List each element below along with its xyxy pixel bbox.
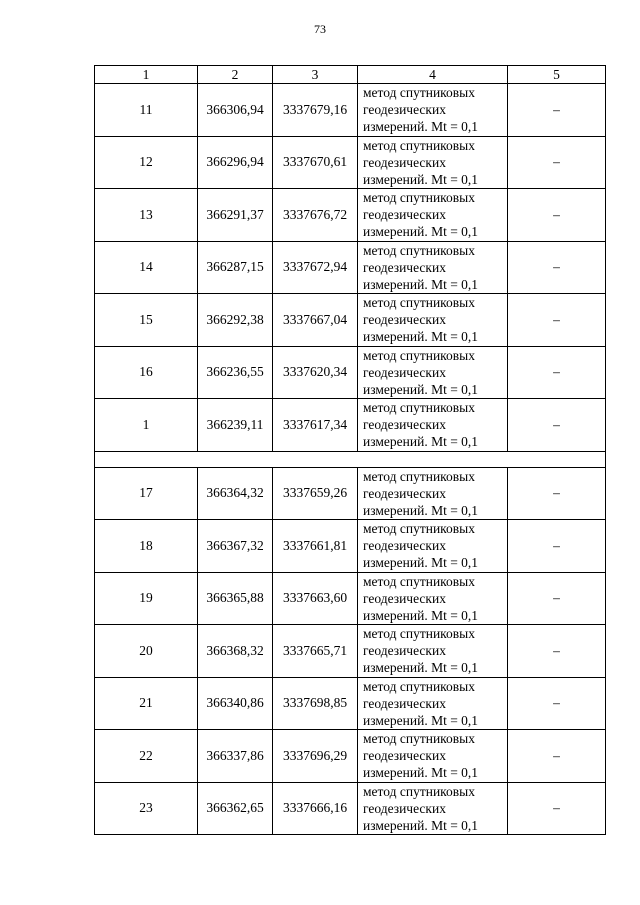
point-number-cell: 19 bbox=[95, 572, 198, 625]
separator-cell bbox=[95, 451, 606, 467]
point-number-cell: 21 bbox=[95, 677, 198, 730]
point-number-cell: 11 bbox=[95, 84, 198, 137]
method-line: измерений. Mt = 0,1 bbox=[363, 119, 479, 135]
method-line: геодезических bbox=[363, 259, 446, 275]
point-number-cell: 14 bbox=[95, 241, 198, 294]
method-cell bbox=[358, 677, 508, 730]
header-cell: 5 bbox=[508, 66, 606, 84]
method-line: геодезических bbox=[363, 643, 446, 659]
method-line: геодезических bbox=[363, 417, 446, 433]
header-cell: 1 bbox=[95, 66, 198, 84]
method-cell bbox=[358, 189, 508, 242]
method-line: измерений. Mt = 0,1 bbox=[363, 555, 479, 571]
x-coordinate-cell: 366296,94 bbox=[198, 136, 273, 189]
y-coordinate-cell: 3337696,29 bbox=[273, 730, 358, 783]
point-number-cell: 17 bbox=[95, 467, 198, 520]
method-line: геодезических bbox=[363, 590, 446, 606]
header-cell: 4 bbox=[358, 66, 508, 84]
x-coordinate-cell: 366292,38 bbox=[198, 294, 273, 347]
point-number-cell: 12 bbox=[95, 136, 198, 189]
method-line: геодезических bbox=[363, 364, 446, 380]
method-line: измерений. Mt = 0,1 bbox=[363, 817, 479, 833]
method-line: метод спутниковых bbox=[363, 190, 475, 206]
method-cell bbox=[358, 572, 508, 625]
method-cell bbox=[358, 84, 508, 137]
note-cell: – bbox=[508, 294, 606, 347]
method-cell bbox=[358, 782, 508, 835]
method-line: метод спутниковых bbox=[363, 731, 475, 747]
method-cell bbox=[358, 346, 508, 399]
note-cell: – bbox=[508, 241, 606, 294]
x-coordinate-cell: 366368,32 bbox=[198, 625, 273, 678]
x-coordinate-cell: 366365,88 bbox=[198, 572, 273, 625]
y-coordinate-cell: 3337661,81 bbox=[273, 520, 358, 573]
method-line: метод спутниковых bbox=[363, 626, 475, 642]
method-line: измерений. Mt = 0,1 bbox=[363, 276, 479, 292]
method-cell bbox=[358, 136, 508, 189]
y-coordinate-cell: 3337698,85 bbox=[273, 677, 358, 730]
table-row bbox=[95, 782, 606, 835]
y-coordinate-cell: 3337663,60 bbox=[273, 572, 358, 625]
method-line: метод спутниковых bbox=[363, 521, 475, 537]
y-coordinate-cell: 3337665,71 bbox=[273, 625, 358, 678]
point-number-cell: 20 bbox=[95, 625, 198, 678]
method-line: метод спутниковых bbox=[363, 400, 475, 416]
x-coordinate-cell: 366291,37 bbox=[198, 189, 273, 242]
point-number-cell: 22 bbox=[95, 730, 198, 783]
x-coordinate-cell: 366367,32 bbox=[198, 520, 273, 573]
method-line: измерений. Mt = 0,1 bbox=[363, 765, 479, 781]
method-line: измерений. Mt = 0,1 bbox=[363, 502, 479, 518]
method-line: метод спутниковых bbox=[363, 573, 475, 589]
x-coordinate-cell: 366236,55 bbox=[198, 346, 273, 399]
coordinates-table bbox=[94, 65, 606, 835]
method-line: геодезических bbox=[363, 538, 446, 554]
point-number-cell: 1 bbox=[95, 399, 198, 452]
y-coordinate-cell: 3337672,94 bbox=[273, 241, 358, 294]
method-line: измерений. Mt = 0,1 bbox=[363, 434, 479, 450]
y-coordinate-cell: 3337659,26 bbox=[273, 467, 358, 520]
method-line: измерений. Mt = 0,1 bbox=[363, 224, 479, 240]
method-line: метод спутниковых bbox=[363, 137, 475, 153]
point-number-cell: 15 bbox=[95, 294, 198, 347]
table-row bbox=[95, 467, 606, 520]
method-line: измерений. Mt = 0,1 bbox=[363, 381, 479, 397]
method-line: метод спутниковых bbox=[363, 783, 475, 799]
note-cell: – bbox=[508, 399, 606, 452]
y-coordinate-cell: 3337676,72 bbox=[273, 189, 358, 242]
method-line: измерений. Mt = 0,1 bbox=[363, 329, 479, 345]
y-coordinate-cell: 3337679,16 bbox=[273, 84, 358, 137]
method-cell bbox=[358, 294, 508, 347]
x-coordinate-cell: 366362,65 bbox=[198, 782, 273, 835]
method-line: геодезических bbox=[363, 800, 446, 816]
x-coordinate-cell: 366306,94 bbox=[198, 84, 273, 137]
table-row bbox=[95, 730, 606, 783]
table-row bbox=[95, 241, 606, 294]
table-row bbox=[95, 294, 606, 347]
y-coordinate-cell: 3337667,04 bbox=[273, 294, 358, 347]
point-number-cell: 16 bbox=[95, 346, 198, 399]
x-coordinate-cell: 366239,11 bbox=[198, 399, 273, 452]
y-coordinate-cell: 3337617,34 bbox=[273, 399, 358, 452]
method-cell bbox=[358, 399, 508, 452]
method-line: метод спутниковых bbox=[363, 295, 475, 311]
x-coordinate-cell: 366340,86 bbox=[198, 677, 273, 730]
method-cell bbox=[358, 730, 508, 783]
method-line: геодезических bbox=[363, 154, 446, 170]
note-cell: – bbox=[508, 677, 606, 730]
header-cell: 2 bbox=[198, 66, 273, 84]
method-line: геодезических bbox=[363, 695, 446, 711]
table-row bbox=[95, 677, 606, 730]
note-cell: – bbox=[508, 84, 606, 137]
y-coordinate-cell: 3337670,61 bbox=[273, 136, 358, 189]
note-cell: – bbox=[508, 625, 606, 678]
table-row bbox=[95, 572, 606, 625]
note-cell: – bbox=[508, 782, 606, 835]
point-number-cell: 23 bbox=[95, 782, 198, 835]
method-line: геодезических bbox=[363, 485, 446, 501]
method-line: геодезических bbox=[363, 748, 446, 764]
method-cell bbox=[358, 467, 508, 520]
note-cell: – bbox=[508, 189, 606, 242]
x-coordinate-cell: 366287,15 bbox=[198, 241, 273, 294]
page-number: 73 bbox=[314, 22, 326, 36]
method-line: измерений. Mt = 0,1 bbox=[363, 607, 479, 623]
table-row bbox=[95, 520, 606, 573]
method-line: метод спутниковых bbox=[363, 468, 475, 484]
x-coordinate-cell: 366364,32 bbox=[198, 467, 273, 520]
method-line: измерений. Mt = 0,1 bbox=[363, 660, 479, 676]
method-cell bbox=[358, 241, 508, 294]
x-coordinate-cell: 366337,86 bbox=[198, 730, 273, 783]
table-row bbox=[95, 625, 606, 678]
table-row bbox=[95, 136, 606, 189]
method-line: геодезических bbox=[363, 312, 446, 328]
method-line: измерений. Mt = 0,1 bbox=[363, 712, 479, 728]
method-line: метод спутниковых bbox=[363, 678, 475, 694]
y-coordinate-cell: 3337620,34 bbox=[273, 346, 358, 399]
note-cell: – bbox=[508, 730, 606, 783]
y-coordinate-cell: 3337666,16 bbox=[273, 782, 358, 835]
method-line: метод спутниковых bbox=[363, 347, 475, 363]
method-line: измерений. Mt = 0,1 bbox=[363, 171, 479, 187]
method-line: геодезических bbox=[363, 207, 446, 223]
method-cell bbox=[358, 520, 508, 573]
table-row bbox=[95, 399, 606, 452]
table-row bbox=[95, 189, 606, 242]
point-number-cell: 18 bbox=[95, 520, 198, 573]
note-cell: – bbox=[508, 346, 606, 399]
note-cell: – bbox=[508, 136, 606, 189]
table-row bbox=[95, 84, 606, 137]
method-cell bbox=[358, 625, 508, 678]
note-cell: – bbox=[508, 572, 606, 625]
method-line: метод спутниковых bbox=[363, 242, 475, 258]
method-line: геодезических bbox=[363, 102, 446, 118]
header-cell: 3 bbox=[273, 66, 358, 84]
note-cell: – bbox=[508, 467, 606, 520]
table-row bbox=[95, 346, 606, 399]
method-line: метод спутниковых bbox=[363, 85, 475, 101]
table-header-row bbox=[95, 66, 606, 84]
point-number-cell: 13 bbox=[95, 189, 198, 242]
note-cell: – bbox=[508, 520, 606, 573]
separator-row bbox=[95, 451, 606, 467]
